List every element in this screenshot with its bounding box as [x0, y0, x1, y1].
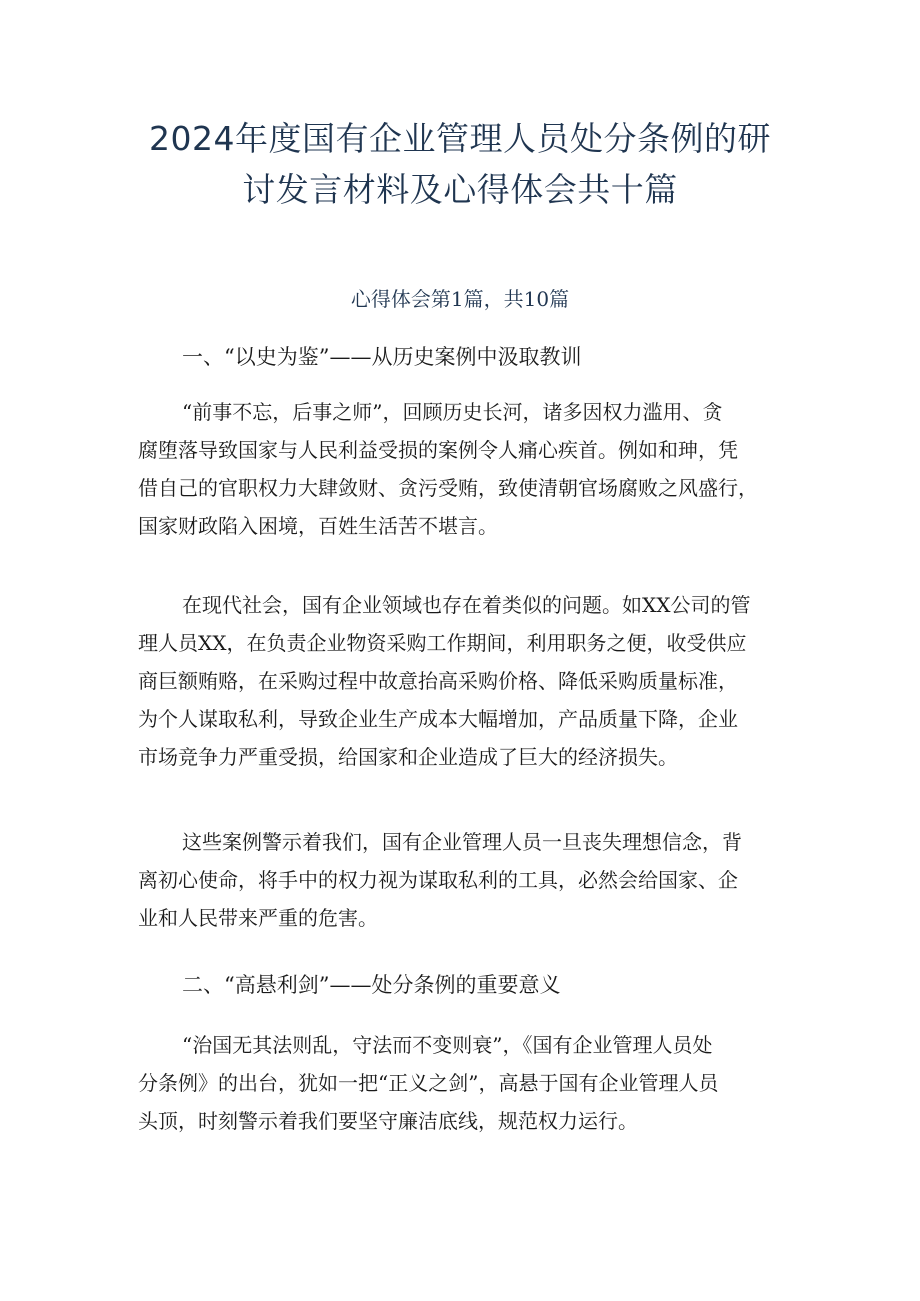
- paragraph-line: 理人员XX，在负责企业物资采购工作期间，利用职务之便，收受供应: [138, 631, 747, 655]
- paragraph-4: [138, 1026, 788, 1140]
- paragraph-line: 头顶，时刻警示着我们要坚守廉洁底线，规范权力运行。: [138, 1109, 638, 1133]
- paragraph-line: 离初心使命，将手中的权力视为谋取私利的工具，必然会给国家、企: [138, 868, 738, 892]
- paragraph-3: [138, 823, 788, 937]
- title-line-2: 讨发言材料及心得体会共十篇: [242, 170, 678, 209]
- paragraph-line: 业和人民带来严重的危害。: [138, 906, 378, 930]
- document-title: [130, 113, 790, 215]
- paragraph-line: “前事不忘，后事之师”，回顾历史长河，诸多因权力滥用、贪: [182, 400, 723, 424]
- paragraph-line: 这些案例警示着我们，国有企业管理人员一旦丧失理想信念，背: [182, 830, 742, 854]
- paragraph-line: 商巨额贿赂，在采购过程中故意抬高采购价格、降低采购质量标准，: [138, 669, 738, 693]
- paragraph-line: 为个人谋取私利，导致企业生产成本大幅增加，产品质量下降，企业: [138, 707, 738, 731]
- paragraph-line: 国家财政陷入困境，百姓生活苦不堪言。: [138, 514, 498, 538]
- paragraph-line: 市场竞争力严重受损，给国家和企业造成了巨大的经济损失。: [138, 745, 678, 769]
- section-heading-2: 二、“高悬利剑”——处分条例的重要意义: [182, 973, 561, 997]
- paragraph-line: 腐堕落导致国家与人民利益受损的案例令人痛心疾首。例如和珅，凭: [138, 438, 738, 462]
- section-heading-1: 一、“以史为鉴”——从历史案例中汲取教训: [182, 345, 582, 369]
- paragraph-2: [138, 586, 788, 776]
- paragraph-1: [138, 393, 788, 545]
- paragraph-line: 借自己的官职权力大肆敛财、贪污受贿，致使清朝官场腐败之风盛行，: [138, 476, 758, 500]
- paragraph-line: “治国无其法则乱，守法而不变则衰”，《国有企业管理人员处: [182, 1033, 713, 1057]
- document-subtitle: 心得体会第1篇，共10篇: [350, 287, 570, 311]
- paragraph-line: 分条例》的出台，犹如一把“正义之剑”，高悬于国有企业管理人员: [138, 1071, 719, 1095]
- paragraph-line: 在现代社会，国有企业领域也存在着类似的问题。如XX公司的管: [182, 593, 751, 617]
- title-line-1: 2024年度国有企业管理人员处分条例的研: [149, 119, 771, 158]
